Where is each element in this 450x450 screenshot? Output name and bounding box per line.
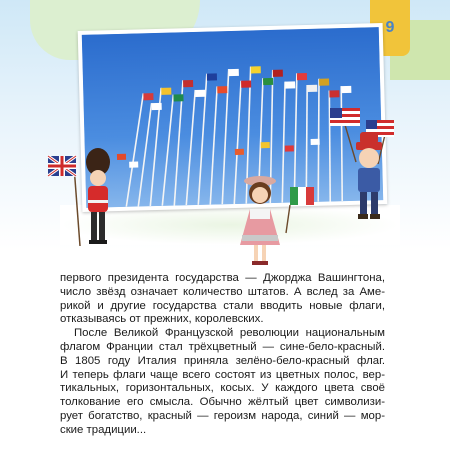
text-line: отказываясь от прежних, королевских. — [60, 313, 264, 326]
body-text — [60, 272, 385, 438]
text-line: После Великой Французской революции национальным — [74, 327, 385, 340]
uk-flag-icon — [48, 156, 80, 246]
boy-character — [326, 102, 402, 224]
text-line: толкование его смысла. Обычно жёлтый цвет символизи- — [60, 396, 385, 409]
text-line: рует богатство, красный — героизм народа, синий — мор- — [60, 409, 385, 422]
text-line: рикой и другие государства стали вводить новые флаги, — [60, 299, 385, 312]
text-line: И теперь флаги чаще всего состоят из цветных полос, вер- — [60, 368, 385, 381]
text-line: флагом Франции стал трёхцветный — сине-бело-красный. — [60, 340, 385, 353]
girl-character — [228, 175, 320, 267]
royal-guard-character — [46, 148, 118, 250]
text-line: В 1805 году Италия приняла зелёно-бело-красный флаг. — [60, 354, 385, 367]
text-line: число звёзд означает количество штатов. А вслед за Аме- — [60, 285, 385, 298]
text-line: ские традиции... — [60, 423, 147, 436]
text-line: первого президента государства — Джорджа Вашингтона, — [60, 272, 385, 284]
text-line: тикальных, горизонтальных, косых. У каждого цвета своё — [60, 382, 385, 395]
italy-flag-icon — [286, 187, 314, 233]
page-number: 9 — [385, 19, 395, 36]
